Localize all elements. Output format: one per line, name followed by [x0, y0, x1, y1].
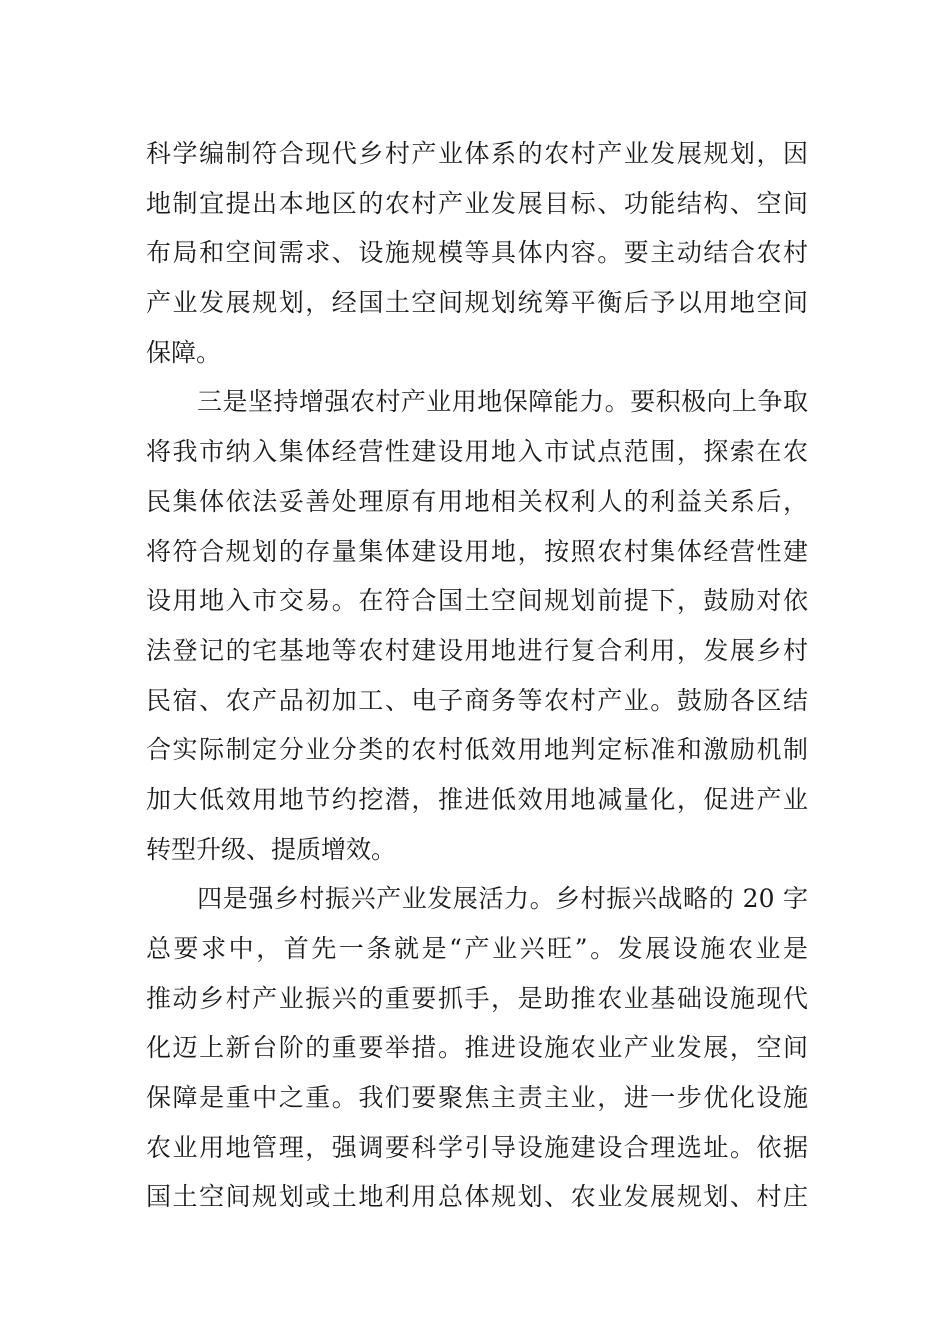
text-line: 推动乡村产业振兴的重要抓手，是助推农业基础设施现代	[146, 983, 808, 1013]
text-line: 总要求中，首先一条就是“产业兴旺”。发展设施农业是	[146, 934, 808, 963]
text-line: 地制宜提出本地区的农村产业发展目标、功能结构、空间	[146, 188, 808, 218]
text-line: 转型升级、提质增效。	[146, 834, 397, 864]
body-text	[146, 129, 808, 1222]
text-line: 民宿、农产品初加工、电子商务等农村产业。鼓励各区结	[146, 685, 808, 715]
text-line: 合实际制定分业分类的农村低效用地判定标准和激励机制	[146, 735, 808, 765]
text-line: 产业发展规划，经国土空间规划统筹平衡后予以用地空间	[146, 288, 808, 318]
text-line: 保障是重中之重。我们要聚焦主责主业，进一步优化设施	[146, 1083, 808, 1113]
text-line: 设用地入市交易。在符合国土空间规划前提下，鼓励对依	[146, 586, 808, 616]
text-line: 科学编制符合现代乡村产业体系的农村产业发展规划，因	[146, 139, 808, 168]
text-line: 四是强乡村振兴产业发展活力。乡村振兴战略的 20 字	[146, 884, 808, 914]
text-line: 加大低效用地节约挖潜，推进低效用地减量化，促进产业	[146, 784, 808, 814]
text-line: 将我市纳入集体经营性建设用地入市试点范围，探索在农	[146, 437, 808, 467]
text-line: 民集体依法妥善处理原有用地相关权利人的利益关系后，	[146, 486, 808, 516]
text-line: 将符合规划的存量集体建设用地，按照农村集体经营性建	[146, 536, 808, 566]
text-line: 布局和空间需求、设施规模等具体内容。要主动结合农村	[146, 238, 808, 268]
text-line: 国土空间规划或土地利用总体规划、农业发展规划、村庄	[146, 1182, 808, 1212]
text-line: 农业用地管理，强调要科学引导设施建设合理选址。依据	[146, 1132, 808, 1162]
text-line: 保障。	[146, 337, 222, 367]
text-line: 三是坚持增强农村产业用地保障能力。要积极向上争取	[146, 387, 808, 417]
text-line: 法登记的宅基地等农村建设用地进行复合利用，发展乡村	[146, 635, 808, 665]
text-line: 化迈上新台阶的重要举措。推进设施农业产业发展，空间	[146, 1033, 808, 1063]
